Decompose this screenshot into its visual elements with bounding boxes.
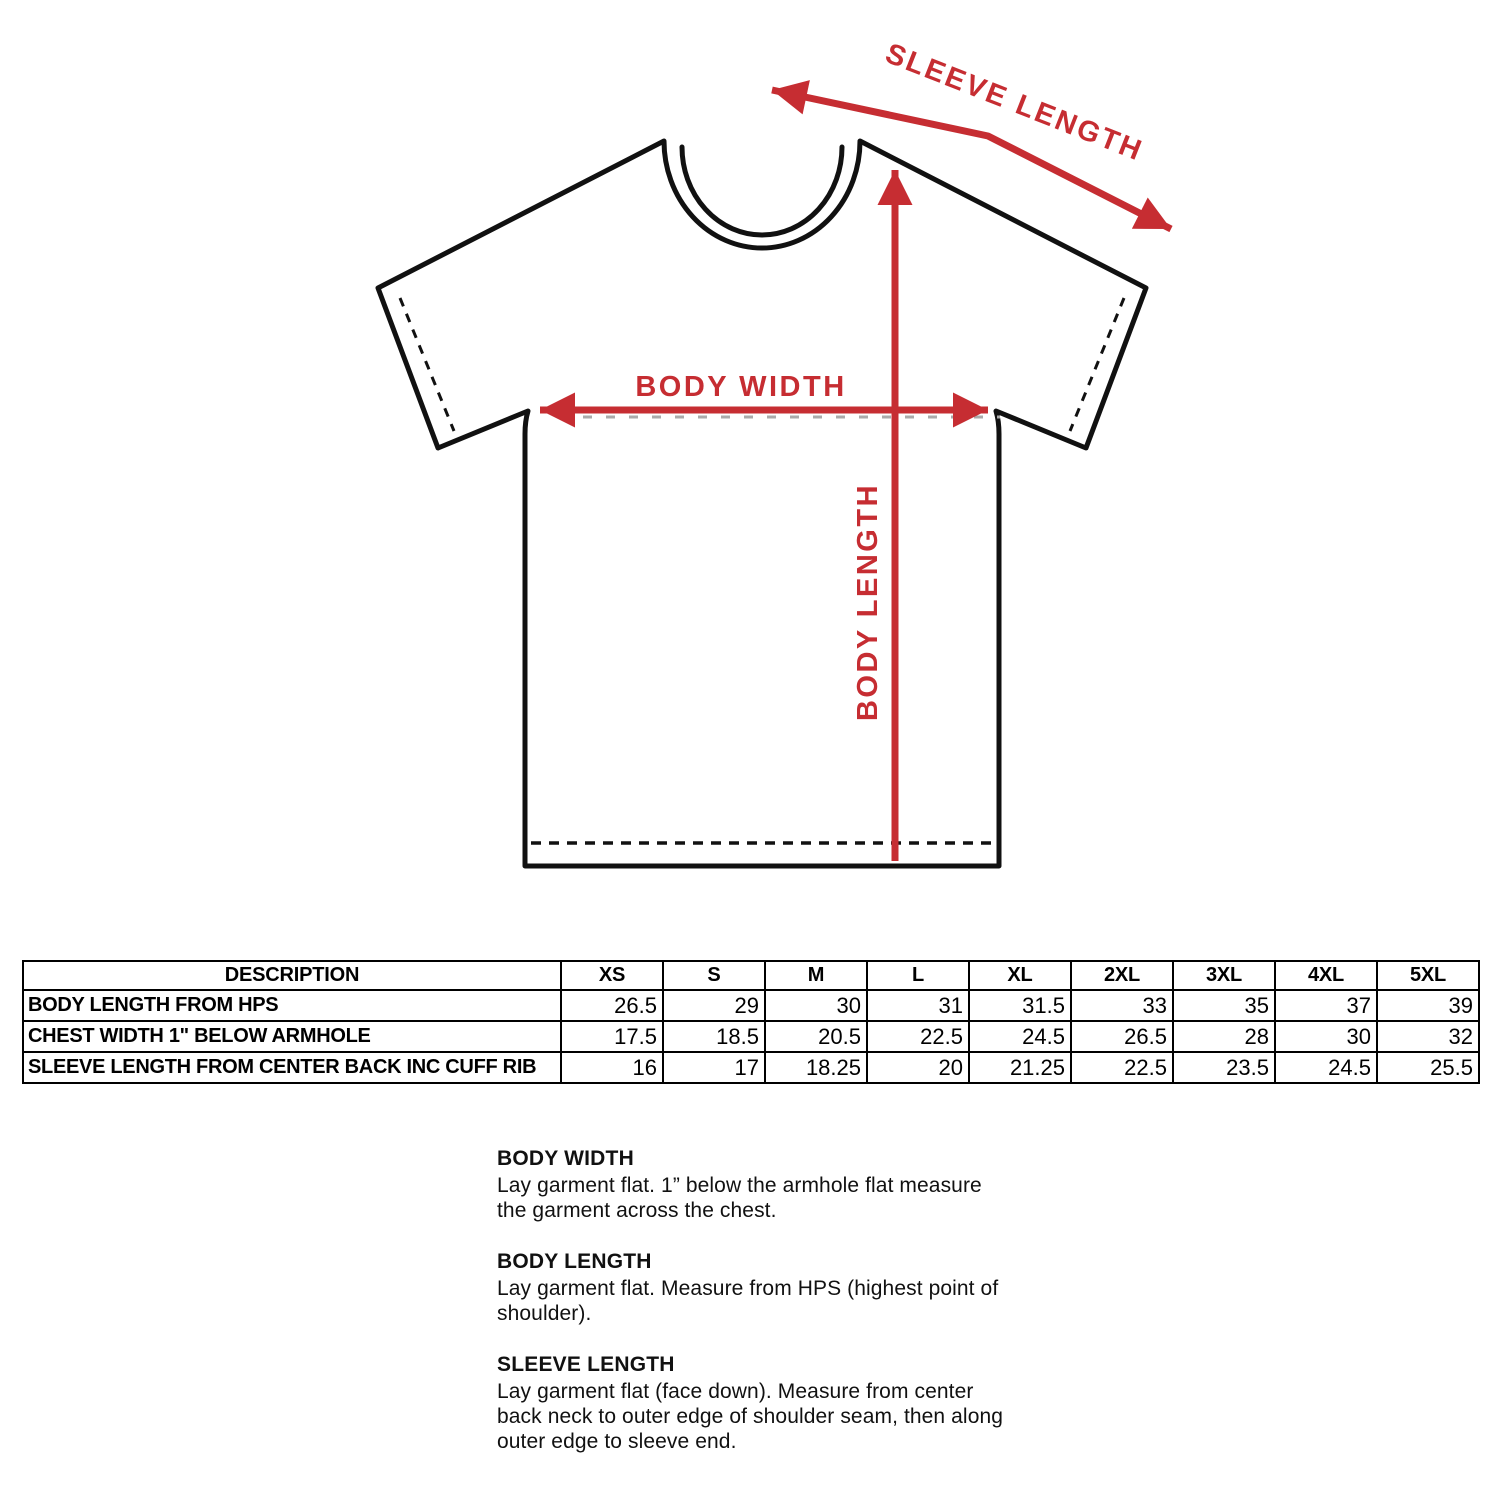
table-row-body-length — [23, 990, 1479, 1021]
col-header-xs: XS — [561, 961, 663, 990]
body-width-label: BODY WIDTH — [635, 371, 847, 403]
col-header-4xl: 4XL — [1275, 961, 1377, 990]
guide-section-title: SLEEVE LENGTH — [497, 1353, 675, 1376]
col-header-s: S — [663, 961, 765, 990]
cell-value: 29 — [663, 990, 765, 1021]
cell-value: 25.5 — [1377, 1052, 1479, 1083]
cell-value: 22.5 — [1071, 1052, 1173, 1083]
body-length-label: BODY LENGTH — [852, 482, 884, 722]
size-table — [22, 960, 1480, 1084]
col-header-description: DESCRIPTION — [23, 961, 561, 990]
cell-value: 21.25 — [969, 1052, 1071, 1083]
cell-value: 18.5 — [663, 1021, 765, 1052]
table-row-chest-width — [23, 1021, 1479, 1052]
col-header-l: L — [867, 961, 969, 990]
row-description: BODY LENGTH FROM HPS — [23, 990, 561, 1021]
cell-value: 20.5 — [765, 1021, 867, 1052]
cell-value: 22.5 — [867, 1021, 969, 1052]
cell-value: 37 — [1275, 990, 1377, 1021]
guide-section-body-width — [497, 1147, 1015, 1223]
guide-section-title: BODY WIDTH — [497, 1147, 634, 1170]
cell-value: 31.5 — [969, 990, 1071, 1021]
cell-value: 23.5 — [1173, 1052, 1275, 1083]
guide-section-body: Lay garment flat. Measure from HPS (highest point of shoulder). — [497, 1277, 999, 1325]
collar-inner-line — [682, 147, 842, 235]
cell-value: 30 — [1275, 1021, 1377, 1052]
cell-value: 18.25 — [765, 1052, 867, 1083]
col-header-xl: XL — [969, 961, 1071, 990]
sleeve-length-label: SLEEVE LENGTH — [880, 37, 1148, 168]
col-header-5xl: 5XL — [1377, 961, 1479, 990]
table-row-sleeve-length — [23, 1052, 1479, 1083]
cell-value: 26.5 — [561, 990, 663, 1021]
cell-value: 16 — [561, 1052, 663, 1083]
size-table-header-row — [23, 961, 1479, 990]
col-header-m: M — [765, 961, 867, 990]
cell-value: 32 — [1377, 1021, 1479, 1052]
cell-value: 28 — [1173, 1021, 1275, 1052]
cell-value: 26.5 — [1071, 1021, 1173, 1052]
guide-section-body-length — [497, 1250, 1015, 1326]
guide-section-title: BODY LENGTH — [497, 1250, 652, 1273]
cell-value: 30 — [765, 990, 867, 1021]
row-description: CHEST WIDTH 1" BELOW ARMHOLE — [23, 1021, 561, 1052]
guide-section-sleeve-length — [497, 1353, 1015, 1454]
cell-value: 17.5 — [561, 1021, 663, 1052]
measurement-guide — [497, 1147, 1015, 1481]
cell-value: 17 — [663, 1052, 765, 1083]
col-header-2xl: 2XL — [1071, 961, 1173, 990]
col-header-3xl: 3XL — [1173, 961, 1275, 990]
tshirt-outline — [378, 141, 1146, 866]
row-description: SLEEVE LENGTH FROM CENTER BACK INC CUFF RIB — [23, 1052, 561, 1083]
cell-value: 35 — [1173, 990, 1275, 1021]
cell-value: 33 — [1071, 990, 1173, 1021]
cell-value: 24.5 — [969, 1021, 1071, 1052]
cell-value: 31 — [867, 990, 969, 1021]
cell-value: 24.5 — [1275, 1052, 1377, 1083]
cell-value: 20 — [867, 1052, 969, 1083]
guide-section-body: Lay garment flat (face down). Measure from center back neck to outer edge of shoulder seam, then along outer edge to sleeve end. — [497, 1380, 1004, 1453]
guide-section-body: Lay garment flat. 1” below the armhole flat measure the garment across the chest. — [497, 1174, 982, 1222]
cell-value: 39 — [1377, 990, 1479, 1021]
